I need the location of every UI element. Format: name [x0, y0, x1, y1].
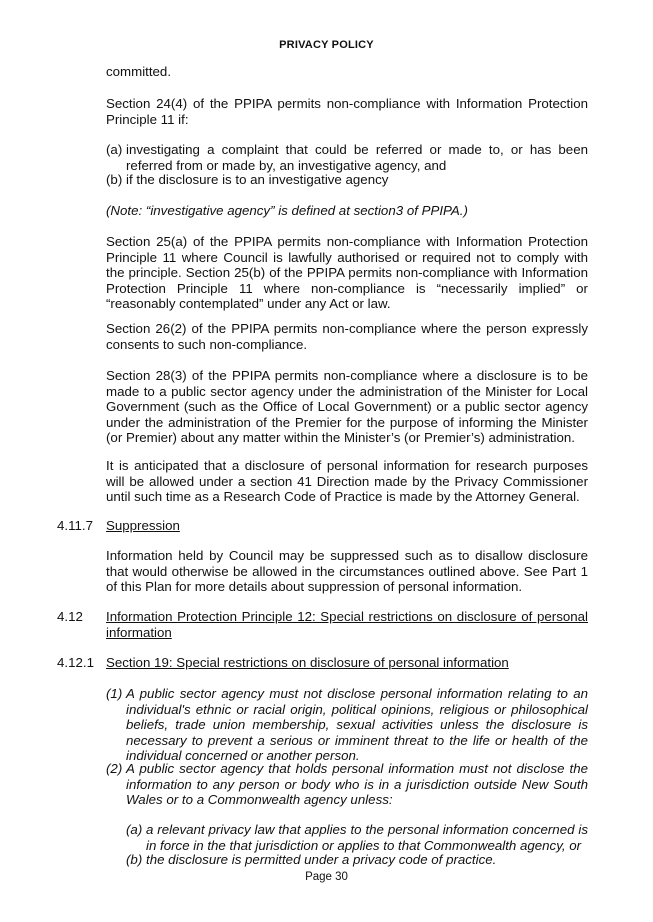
list-item-2b: the disclosure is permitted under a privacy code of practice. — [146, 852, 497, 867]
section-26-text: Section 26(2) of the PPIPA permits non-compliance where the person expressly consents to such non-compliance. — [106, 321, 588, 352]
list-label-2: (2) — [106, 761, 123, 776]
list-label-2a: (a) — [126, 822, 143, 837]
list-label-b: (b) — [106, 172, 123, 187]
page-header: PRIVACY POLICY — [279, 39, 374, 51]
list-item-1: A public sector agency must not disclose personal information relating to an individual's ethnic or racial origin, political opinions, religious or philosophical beliefs, trade union membership, sexual activities unless the disclosure is necessary to prevent a serious or imminent threat to the life or health of the individual concerned or another person. — [126, 686, 588, 764]
research-text: It is anticipated that a disclosure of personal information for research purposes will be allowed under a section 41 Direction made by the Privacy Commissioner until such time as a Research Code of Practice is made by the Attorney General. — [106, 458, 588, 505]
list-label-1: (1) — [106, 686, 123, 701]
section-number-4-12: 4.12 — [57, 609, 83, 624]
list-label-a: (a) — [106, 142, 123, 157]
continued-text: committed. — [106, 64, 172, 79]
list-item-b: if the disclosure is to an investigative agency — [126, 172, 389, 187]
list-item-2a: a relevant privacy law that applies to the personal information concerned is in force in the that jurisdiction or applies to that Commonwealth agency, or — [146, 822, 588, 853]
ipp12-heading: Information Protection Principle 12: Special restrictions on disclosure of personal information — [106, 609, 588, 640]
list-item-2: A public sector agency that holds personal information must not disclose the information to any person or body who is in a jurisdiction outside New South Wales or to a Commonwealth agency unless: — [126, 761, 588, 808]
suppression-text: Information held by Council may be suppressed such as to disallow disclosure that would otherwise be allowed in the circumstances outlined above. See Part 1 of this Plan for more details about suppression of personal information. — [106, 548, 588, 595]
page-number: Page 30 — [305, 871, 348, 883]
section-25-text: Section 25(a) of the PPIPA permits non-compliance with Information Protection Principle 11 where Council is lawfully authorised or required not to comply with the principle. Section 25(b) of the PPIPA permits non-compliance with Information Protection Principle 11 where non-compliance is “necessarily implied” or “reasonably contemplated” under any Act or law. — [106, 234, 588, 312]
list-label-2b: (b) — [126, 852, 143, 867]
section-28-text: Section 28(3) of the PPIPA permits non-compliance where a disclosure is to be made to a public sector agency under the administration of the Minister for Local Government (such as the Office of Local Government) or a public sector agency under the administration of the Premier for the purpose of informing the Minister (or Premier) about any matter within the Minister’s (or Premier’s) administration. — [106, 368, 588, 446]
section-number-4-11-7: 4.11.7 — [57, 518, 93, 533]
list-item-a: investigating a complaint that could be referred or made to, or has been referred from or made by, an investigative agency, and — [126, 142, 588, 173]
section-24-intro: Section 24(4) of the PPIPA permits non-compliance with Information Protection Principle 11 if: — [106, 96, 588, 127]
section-number-4-12-1: 4.12.1 — [57, 655, 94, 670]
suppression-heading: Suppression — [106, 518, 180, 533]
section-19-heading: Section 19: Special restrictions on disclosure of personal information — [106, 655, 509, 670]
investigative-agency-note: (Note: “investigative agency” is defined at section3 of PPIPA.) — [106, 203, 468, 218]
